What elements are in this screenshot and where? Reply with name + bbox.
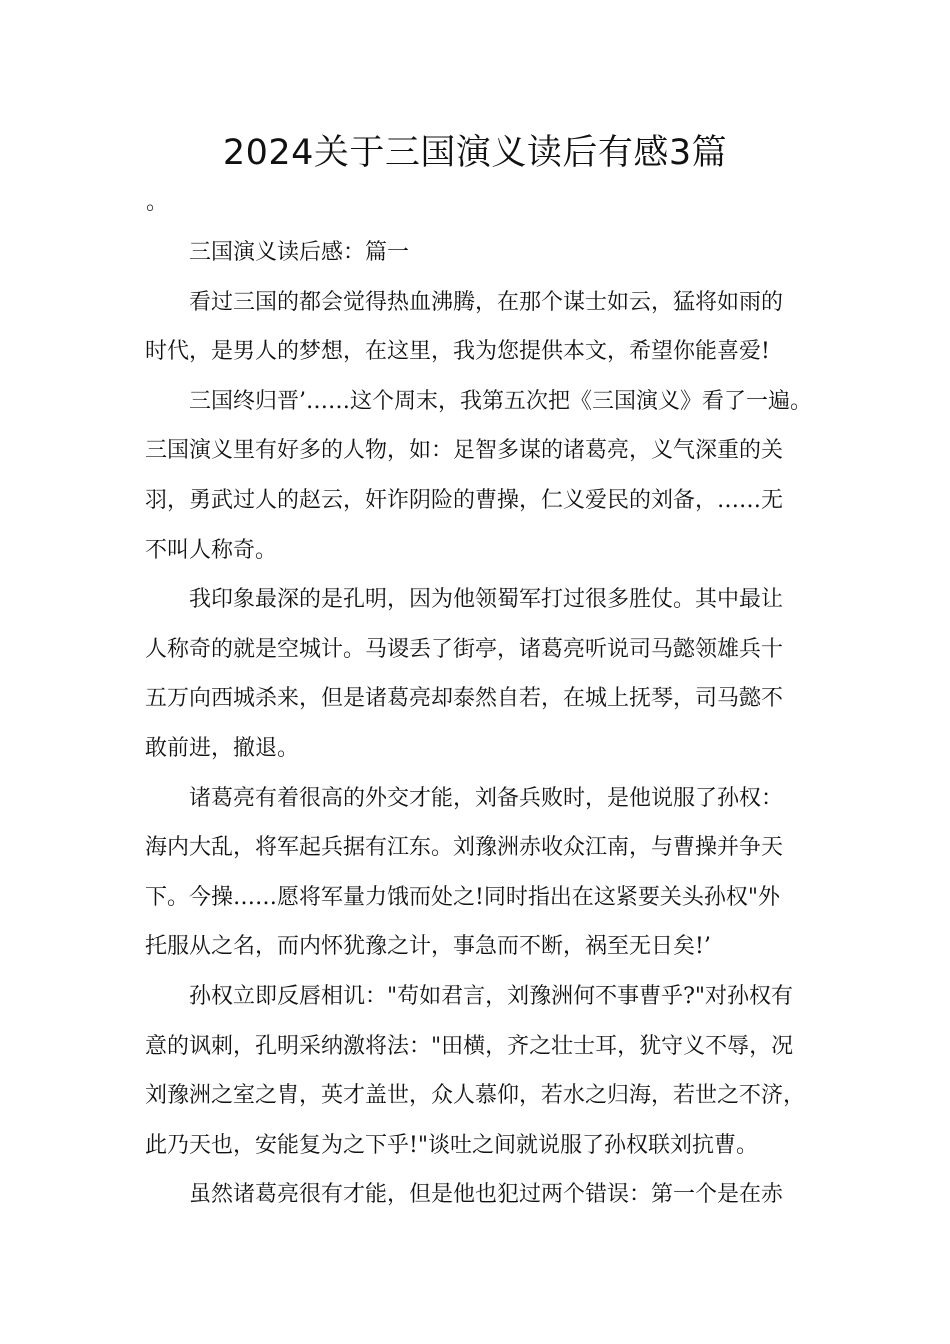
document-title: 2024关于三国演义读后有感3篇 <box>222 133 728 173</box>
text-line: 敢前进，撤退。 <box>145 735 300 761</box>
paragraph <box>145 377 825 575</box>
stray-punctuation: 。 <box>146 190 169 215</box>
text-line: 孙权立即反唇相讥："苟如君言，刘豫洲何不事曹乎?"对孙权有 <box>189 983 794 1009</box>
text-line: 看过三国的都会觉得热血沸腾，在那个谋士如云，猛将如雨的 <box>189 289 784 315</box>
text-line: 三国演义读后感：篇一 <box>189 240 410 265</box>
paragraph <box>145 972 825 1170</box>
text-line: 时代，是男人的梦想，在这里，我为您提供本文，希望你能喜爱! <box>145 339 770 365</box>
text-line: 五万向西城杀来，但是诸葛亮却泰然自若，在城上抚琴，司马懿不 <box>145 686 784 712</box>
text-line: 诸葛亮有着很高的外交才能，刘备兵败时，是他说服了孙权： <box>189 785 784 811</box>
document-body <box>145 228 825 1220</box>
text-line: 不叫人称奇。 <box>145 537 278 563</box>
paragraph <box>145 278 825 377</box>
text-line: 海内大乱，将军起兵据有江东。刘豫洲赤收众江南，与曹操并争天 <box>145 835 784 861</box>
text-line: 托服从之名，而内怀犹豫之计，事急而不断，祸至无日矣!’ <box>145 934 711 960</box>
paragraph <box>145 1170 825 1220</box>
text-line: 三国演义里有好多的人物，如：足智多谋的诸葛亮，义气深重的关 <box>145 438 784 464</box>
paragraph <box>145 774 825 972</box>
text-line: 刘豫洲之室之胄，英才盖世，众人慕仰，若水之归海，若世之不济， <box>145 1083 806 1109</box>
text-line: 三国终归晋’……这个周末，我第五次把《三国演义》看了一遍。 <box>189 388 812 414</box>
paragraph <box>145 575 825 773</box>
text-line: 羽，勇武过人的赵云，奸诈阴险的曹操，仁义爱民的刘备，……无 <box>145 487 784 513</box>
paragraph-heading <box>145 228 825 278</box>
text-line: 虽然诸葛亮很有才能，但是他也犯过两个错误：第一个是在赤 <box>189 1182 784 1208</box>
text-line: 下。今操……愿将军量力饿而处之!同时指出在这紧要关头孙权"外 <box>145 884 780 910</box>
text-line: 我印象最深的是孔明，因为他领蜀军打过很多胜仗。其中最让 <box>189 587 784 613</box>
text-line: 意的讽刺，孔明采纳激将法："田横，齐之壮士耳，犹守义不辱，况 <box>145 1033 794 1059</box>
text-line: 人称奇的就是空城计。马谡丢了街亭，诸葛亮听说司马懿领雄兵十 <box>145 636 784 662</box>
text-line: 此乃天也，安能复为之下乎!"谈吐之间就说服了孙权联刘抗曹。 <box>145 1132 758 1158</box>
